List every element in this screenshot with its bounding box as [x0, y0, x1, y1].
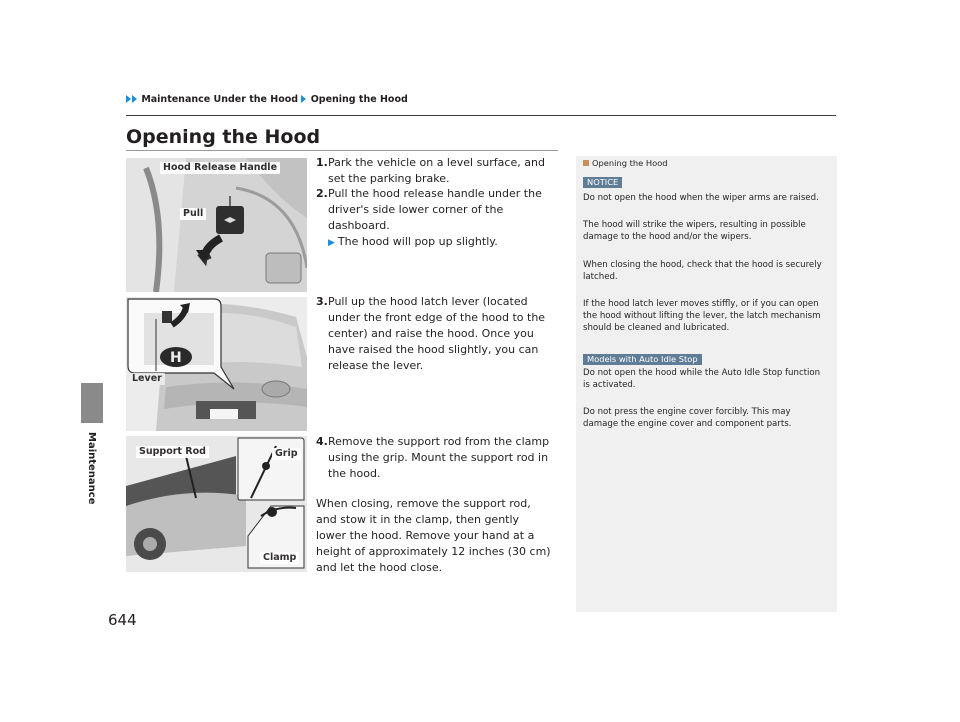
step-2-result: ▶ The hood will pop up slightly.	[328, 235, 498, 248]
hood-release-image	[126, 158, 307, 292]
hood-latch-image	[126, 297, 307, 431]
header-rule	[126, 115, 836, 116]
support-rod-label: Support Rod	[136, 446, 209, 458]
pull-label: Pull	[180, 208, 206, 220]
breadcrumb-arrow-icon	[301, 95, 306, 103]
model-badge: Models with Auto Idle Stop	[583, 354, 702, 365]
breadcrumb-page: Opening the Hood	[310, 94, 408, 105]
hood-release-handle-label: Hood Release Handle	[160, 162, 280, 174]
clamp-label: Clamp	[260, 552, 299, 564]
engine-cover-note: Do not press the engine cover forcibly. This may damage the engine cover and component parts.	[583, 407, 792, 429]
note-icon	[583, 160, 589, 166]
step-2: 2. Pull the hood release handle under the driver's side lower corner of the dashboard. ▶ The hood will pop up slightly.	[316, 186, 562, 251]
result-arrow-icon: ▶	[328, 238, 335, 248]
title-rule	[126, 150, 558, 151]
grip-label: Grip	[272, 448, 301, 460]
breadcrumb-section[interactable]: Maintenance Under the Hood	[141, 94, 299, 105]
step-3: 3. Pull up the hood latch lever (located under the front edge of the hood to the center) and raise the hood. Once you have raised the hood slightly, you can release the lever.	[316, 295, 546, 372]
notice-badge: NOTICE	[583, 177, 622, 188]
page-number: 644	[108, 611, 137, 629]
notice-text-2: The hood will strike the wipers, resulting in possible damage to the hood and/or the wipers.	[583, 220, 806, 242]
section-tab-label: Maintenance	[86, 432, 97, 505]
section-tab[interactable]	[81, 383, 103, 423]
sidebar-title: Opening the Hood	[583, 157, 828, 169]
svg-text:H: H	[170, 350, 182, 366]
notice-text-1: Do not open the hood when the wiper arms are raised.	[583, 193, 819, 203]
latch-note: When closing the hood, check that the hood is securely latched.	[583, 260, 822, 282]
breadcrumb-arrow-icon	[126, 95, 131, 103]
step-4: 4. Remove the support rod from the clamp using the grip. Mount the support rod in the hood.	[316, 435, 550, 480]
support-rod-image	[126, 436, 307, 572]
lever-label: Lever	[129, 373, 165, 385]
breadcrumb-arrow-icon	[132, 95, 137, 103]
closing-instructions: When closing, remove the support rod, and stow it in the clamp, then gently lower the hood. Remove your hand at a height of approximately 12 inches (30 cm) and let the hood close.	[316, 497, 551, 574]
idle-stop-note: Do not open the hood while the Auto Idle Stop function is activated.	[583, 368, 821, 390]
stiff-lever-note: If the hood latch lever moves stiffly, or if you can open the hood without lifting the lever, the latch mechanism should be cleaned and lubricated.	[583, 299, 821, 333]
step-1: 1. Park the vehicle on a level surface, and set the parking brake.	[316, 156, 545, 185]
breadcrumb	[126, 94, 408, 105]
page-title: Opening the Hood	[126, 126, 321, 148]
